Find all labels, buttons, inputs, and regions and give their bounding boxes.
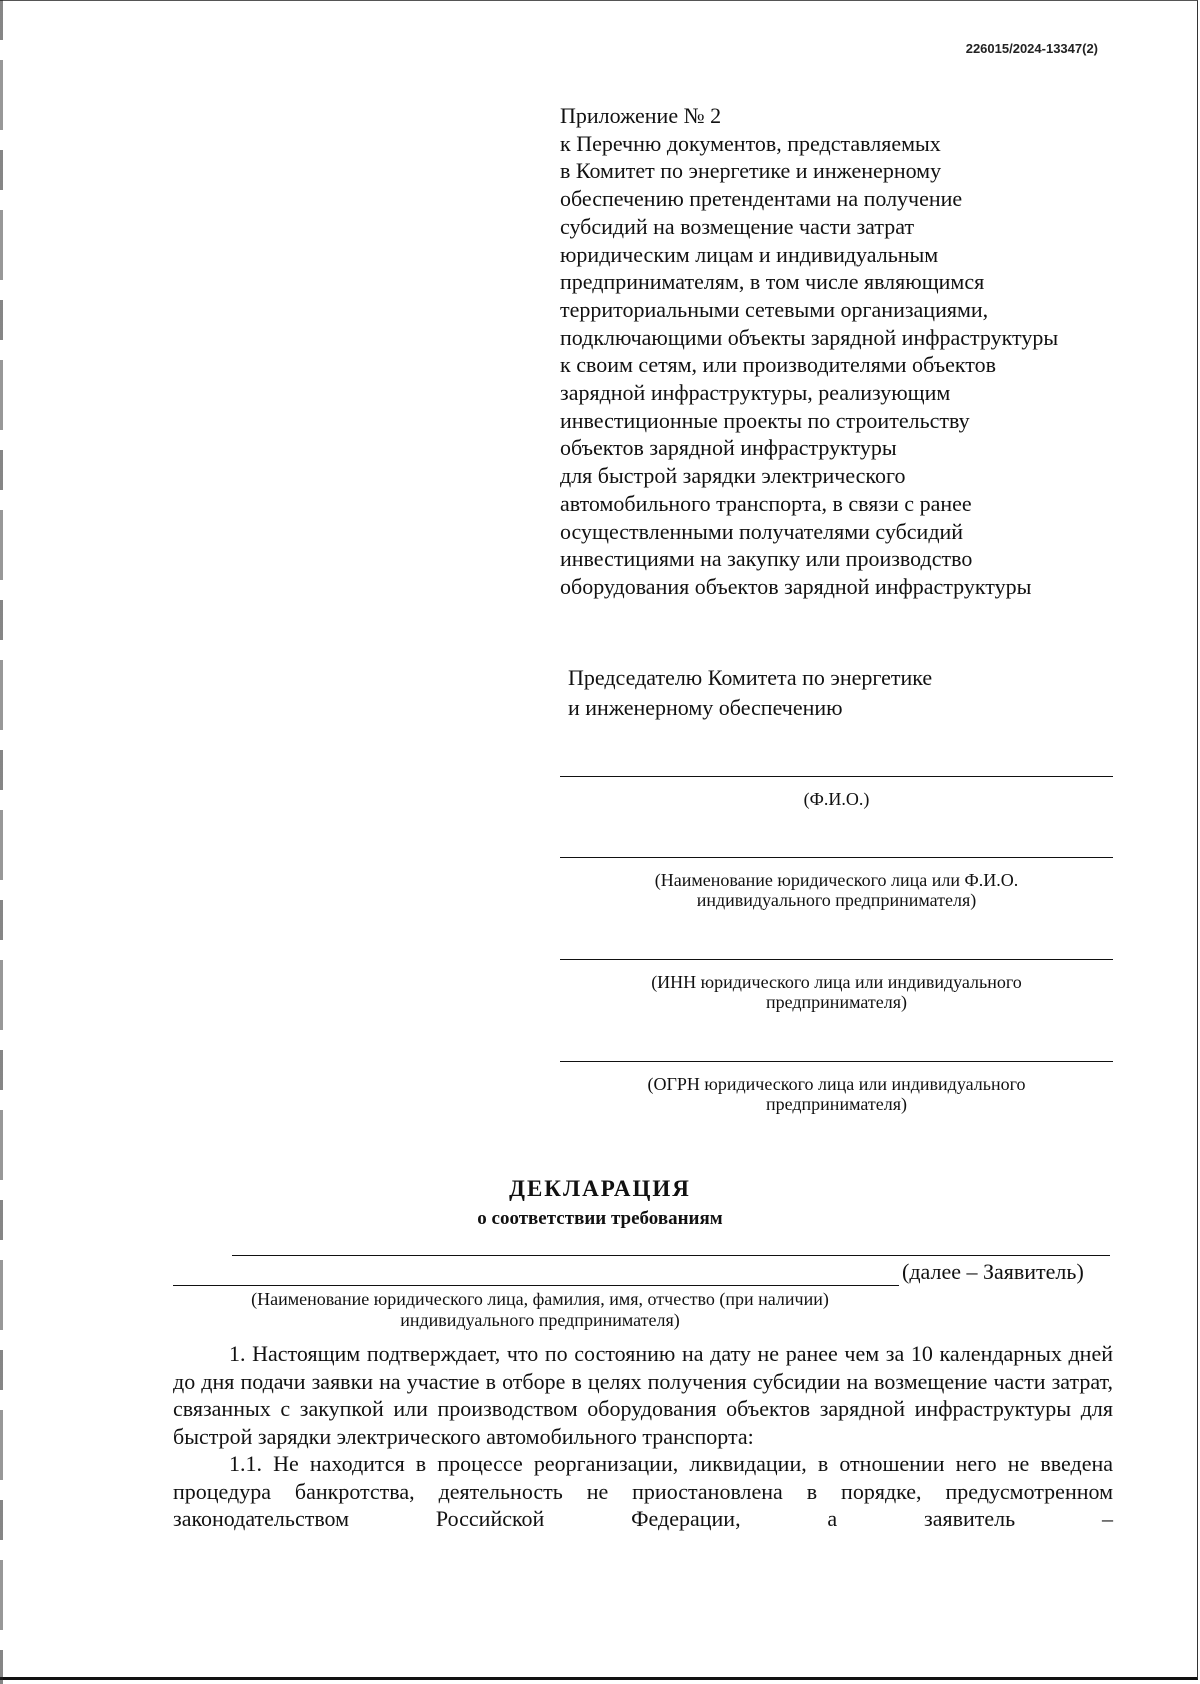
paragraph-1: 1. Настоящим подтверждает, что по состоянию на дату не ранее чем за 10 календарных дней до дня подачи заявки на участие в отборе в целях получения субсидии на возмещение части затрат, связанных с закупкой или производством оборудования объектов зарядной инфраструктуры для быстрой зарядки электрического автомобильного транспорта: — [173, 1341, 1113, 1449]
scan-edge — [0, 0, 3, 1684]
entity-name-field — [560, 857, 1113, 910]
appendix-line: субсидий на возмещение части затрат — [560, 213, 915, 239]
addressee-line: Председателю Комитета по энергетике — [568, 665, 933, 690]
entity-name-fill-line — [560, 857, 1113, 858]
ogrn-caption: (ОГРН юридического лица или индивидуального предпринимателя) — [647, 1074, 1026, 1114]
declaration-body — [173, 1340, 1113, 1533]
applicant-suffix: (далее – Заявитель) — [902, 1259, 1084, 1284]
appendix-line: оборудования объектов зарядной инфраструктуры — [560, 573, 1032, 599]
entity-name-caption: (Наименование юридического лица или Ф.И.О. индивидуального предпринимателя) — [654, 870, 1019, 910]
addressee — [568, 663, 1128, 723]
appendix-line: зарядной инфраструктуры, реализующим — [560, 380, 951, 406]
fio-field — [560, 776, 1113, 809]
appendix-line: обеспечению претендентами на получение — [560, 186, 963, 212]
applicant-fill-line-1 — [232, 1255, 1110, 1256]
registration-number: 226015/2024-13347(2) — [965, 41, 1098, 56]
declaration-subtitle: о соответствии требованиям — [477, 1208, 723, 1229]
appendix-line: для быстрой зарядки электрического — [560, 463, 906, 489]
inn-fill-line — [560, 959, 1113, 960]
declaration-title: ДЕКЛАРАЦИЯ — [509, 1176, 691, 1201]
appendix-line: автомобильного транспорта, в связи с ранее — [560, 490, 972, 516]
appendix-line: предпринимателям, в том числе являющимся — [560, 269, 985, 295]
appendix-line: в Комитет по энергетике и инженерному — [560, 158, 942, 184]
inn-field — [560, 959, 1113, 1012]
appendix-line: территориальными сетевыми организациями, — [560, 296, 989, 322]
appendix-header — [560, 102, 1120, 601]
appendix-line: подключающими объекты зарядной инфраструктуры — [560, 324, 1059, 350]
inn-caption: (ИНН юридического лица или индивидуального предпринимателя) — [651, 972, 1022, 1012]
appendix-line: осуществленными получателями субсидий — [560, 518, 964, 544]
applicant-caption: (Наименование юридического лица, фамилия, имя, отчество (при наличии) индивидуального предпринимателя) — [251, 1289, 829, 1330]
appendix-line: объектов зарядной инфраструктуры — [560, 435, 897, 461]
paragraph-1-1: 1.1. Не находится в процессе реорганизации, ликвидации, в отношении него не введена процедура банкротства, деятельность не приостановлена в порядке, предусмотренном законодательством Российской Федерации, а заявитель – — [173, 1451, 1113, 1531]
appendix-line: Приложение № 2 — [560, 103, 722, 128]
addressee-line: и инженерному обеспечению — [568, 695, 843, 720]
fio-caption: (Ф.И.О.) — [803, 789, 870, 809]
appendix-line: юридическим лицам и индивидуальным — [560, 241, 939, 267]
ogrn-field — [560, 1061, 1113, 1114]
fio-fill-line — [560, 776, 1113, 777]
ogrn-fill-line — [560, 1061, 1113, 1062]
appendix-line: к своим сетям, или производителями объектов — [560, 352, 996, 378]
appendix-line: к Перечню документов, представляемых — [560, 130, 941, 156]
appendix-line: инвестициями на закупку или производство — [560, 546, 973, 572]
appendix-line: инвестиционные проекты по строительству — [560, 407, 970, 433]
applicant-fill-line-2 — [173, 1285, 899, 1286]
